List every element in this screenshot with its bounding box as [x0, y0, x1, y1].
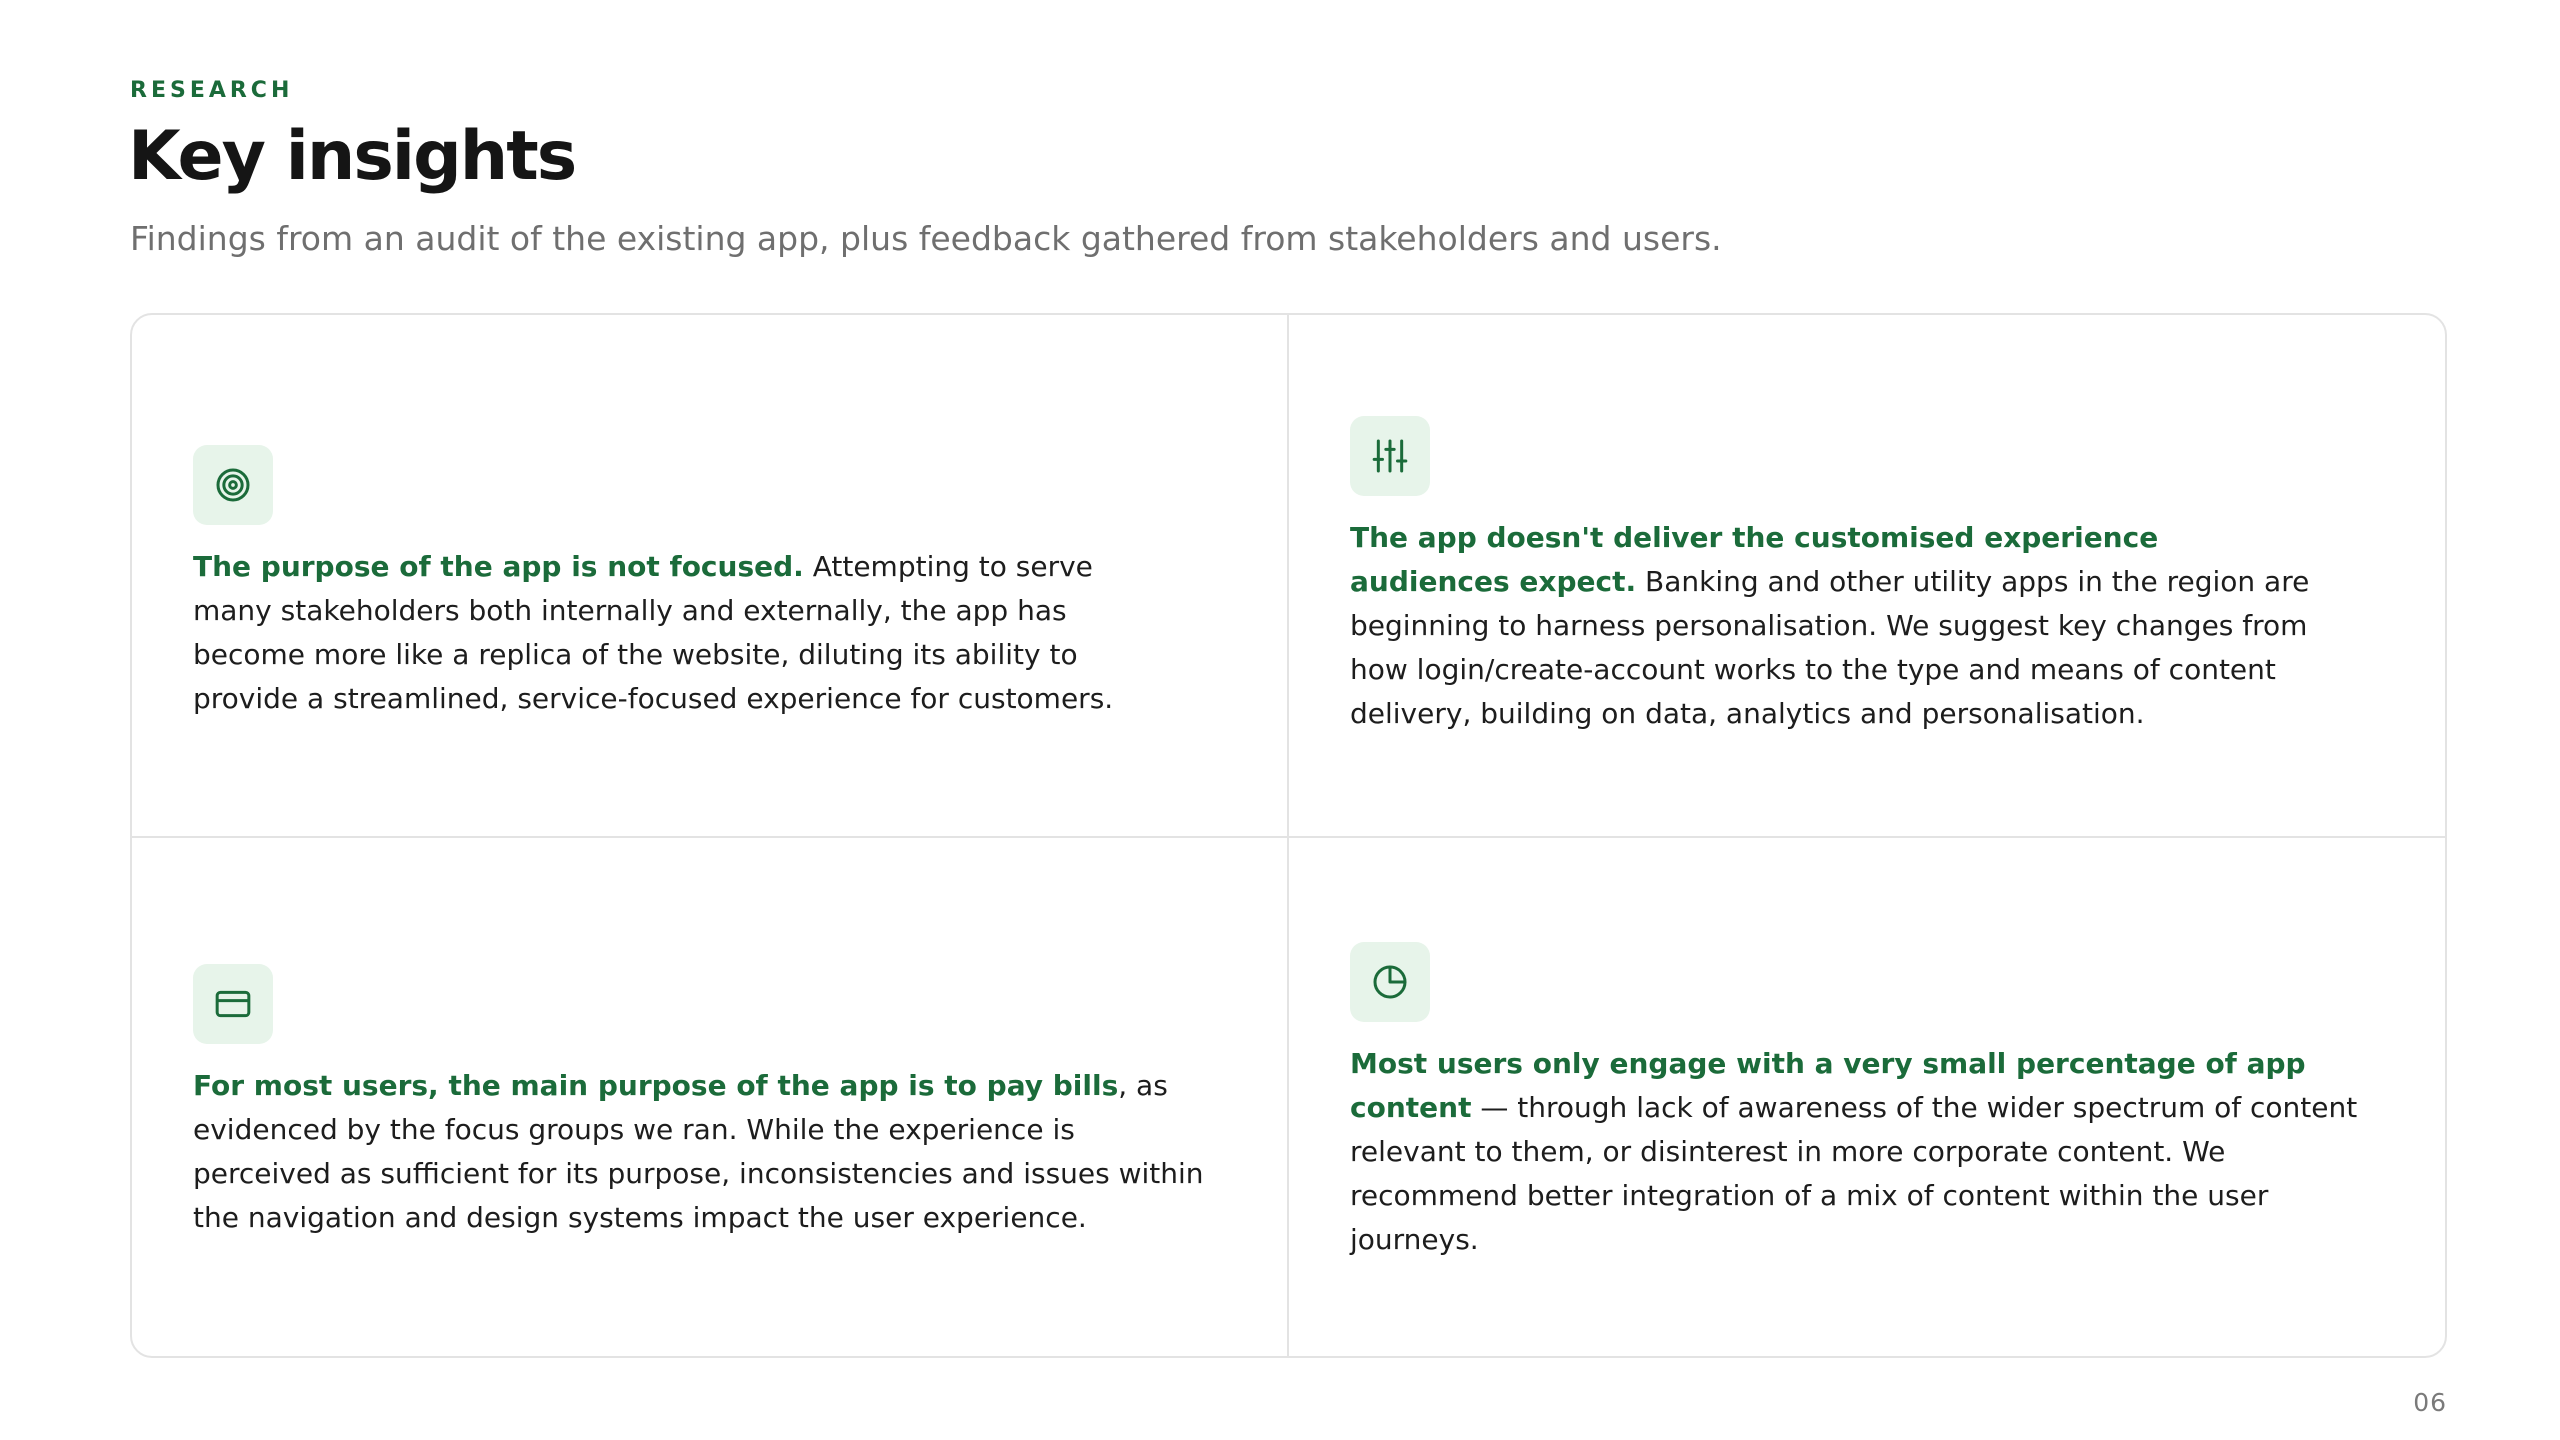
insight-cell — [1289, 315, 2447, 838]
insight-cell — [132, 315, 1289, 838]
insight-cell — [1289, 838, 2447, 1358]
insight-body: , as evidenced by the focus groups we ran. While the experience is perceived as sufficient for its purpose, inconsistencies and issues within the navigation and design systems impact the user experience. — [193, 1069, 1204, 1234]
page-title: Key insights — [128, 117, 576, 196]
insight-body: — through lack of awareness of the wider spectrum of content relevant to them, or disinterest in more corporate content. We recommend better integration of a mix of content within the user journeys. — [1350, 1091, 2358, 1256]
insight-text — [1350, 1042, 2370, 1262]
sliders-icon — [1350, 416, 1430, 496]
insight-text — [193, 545, 1153, 721]
insight-lead: For most users, the main purpose of the app is to pay bills — [193, 1069, 1119, 1102]
insight-text — [193, 1064, 1213, 1240]
page-number: 06 — [2413, 1388, 2447, 1417]
insight-lead: The purpose of the app is not focused. — [193, 549, 804, 583]
insight-text — [1350, 516, 2310, 736]
credit-card-icon — [193, 964, 273, 1044]
insights-card — [130, 313, 2447, 1358]
pie-chart-icon — [1350, 942, 1430, 1022]
insight-body: Attempting to serve many stakeholders both internally and externally, the app has become more like a replica of the website, diluting its ability to provide a streamlined, service-focused experience for customers. — [193, 549, 1114, 715]
insight-body: Banking and other utility apps in the region are beginning to harness personalisation. We suggest key changes from how login/create-account works to the type and means of content delivery, building on data, analytics and personalisation. — [1350, 564, 2310, 730]
insight-lead: The app doesn't deliver the customised experience audiences expect. — [1350, 520, 2159, 598]
eyebrow-label: RESEARCH — [130, 78, 294, 103]
insight-cell — [132, 838, 1289, 1358]
page-subtitle: Findings from an audit of the existing app, plus feedback gathered from stakeholders and users. — [130, 219, 1722, 258]
target-icon — [193, 445, 273, 525]
insight-lead: Most users only engage with a very small percentage of app content — [1350, 1047, 2306, 1124]
